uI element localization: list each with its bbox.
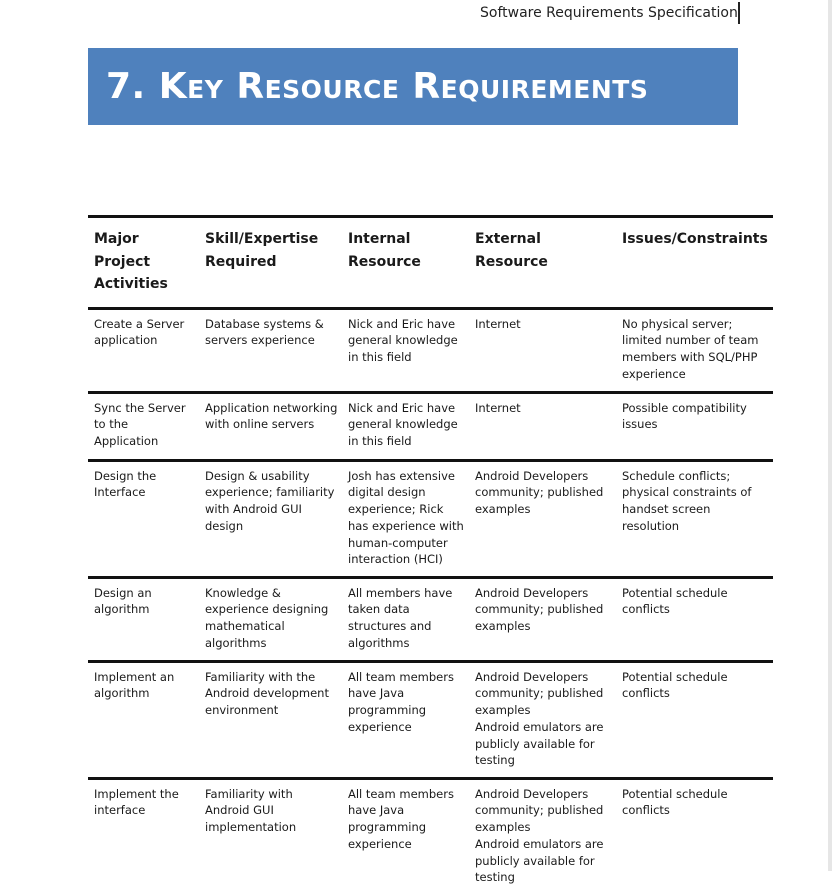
- header-divider: [738, 2, 740, 24]
- cell-internal: Nick and Eric have general knowledge in this field: [342, 392, 469, 460]
- cell-activity: Create a Server application: [88, 308, 199, 392]
- external-line: Internet: [475, 400, 521, 415]
- table-row: [88, 577, 773, 661]
- cell-internal: Nick and Eric have general knowledge in this field: [342, 308, 469, 392]
- cell-internal: Josh has extensive digital design experience; Rick has experience with human-computer interaction (HCI): [342, 460, 469, 577]
- table-row: [88, 661, 773, 778]
- cell-activity: Sync the Server to the Application: [88, 392, 199, 460]
- cell-skill: Application networking with online servers: [199, 392, 342, 460]
- table-row: [88, 778, 773, 895]
- cell-external: [469, 778, 616, 895]
- external-line: Android emulators are publicly available for testing: [475, 836, 604, 885]
- cell-skill: Familiarity with the Android development environment: [199, 661, 342, 778]
- external-line: Android Developers community; published examples: [475, 585, 604, 634]
- cell-issues: Potential schedule conflicts: [616, 661, 773, 778]
- cell-external: [469, 308, 616, 392]
- column-header-issues: Issues/Constraints: [616, 217, 773, 309]
- cell-issues: Potential schedule conflicts: [616, 577, 773, 661]
- cell-skill: Database systems & servers experience: [199, 308, 342, 392]
- external-line: Internet: [475, 316, 521, 331]
- cell-internal: All team members have Java programming experience: [348, 786, 454, 851]
- cell-issues: Schedule conflicts; physical constraints of handset screen resolution: [616, 460, 773, 577]
- cell-skill: Knowledge & experience designing mathematical algorithms: [199, 577, 342, 661]
- cell-activity: Implement the interface: [94, 786, 179, 818]
- document-header: Software Requirements Specification: [480, 5, 738, 21]
- cell-skill: Design & usability experience; familiarity with Android GUI design: [199, 460, 342, 577]
- cell-activity: Design the Interface: [88, 460, 199, 577]
- cell-issues: Potential schedule conflicts: [622, 786, 728, 818]
- column-header-skill: Skill/Expertise Required: [199, 217, 342, 309]
- cell-activity: Design an algorithm: [88, 577, 199, 661]
- column-header-activities: Major Project Activities: [88, 217, 199, 309]
- column-header-external: External Resource: [469, 217, 616, 309]
- cell-internal: All members have taken data structures and algorithms: [342, 577, 469, 661]
- cell-external: [469, 577, 616, 661]
- cell-external: [469, 460, 616, 577]
- cell-issues: Possible compatibility issues: [616, 392, 773, 460]
- cell-internal: All team members have Java programming experience: [342, 661, 469, 778]
- table-row: [88, 392, 773, 460]
- resource-requirements-table: [88, 215, 773, 895]
- cell-activity: Implement an algorithm: [88, 661, 199, 778]
- section-title: 7. Key Resource Requirements: [88, 48, 738, 125]
- cell-external: [469, 392, 616, 460]
- table-header-row: [88, 217, 773, 309]
- cell-external: [469, 661, 616, 778]
- external-line: Android Developers community; published examples: [475, 669, 604, 718]
- cell-skill: Familiarity with Android GUI implementation: [205, 786, 297, 835]
- external-line: Android emulators are publicly available for testing: [475, 719, 604, 768]
- external-line: Android Developers community; published examples: [475, 786, 604, 835]
- table-row: [88, 460, 773, 577]
- external-line: Android Developers community; published examples: [475, 468, 604, 517]
- cell-issues: No physical server; limited number of team members with SQL/PHP experience: [616, 308, 773, 392]
- table-row: [88, 308, 773, 392]
- column-header-internal: Internal Resource: [342, 217, 469, 309]
- page-edge: [828, 0, 832, 871]
